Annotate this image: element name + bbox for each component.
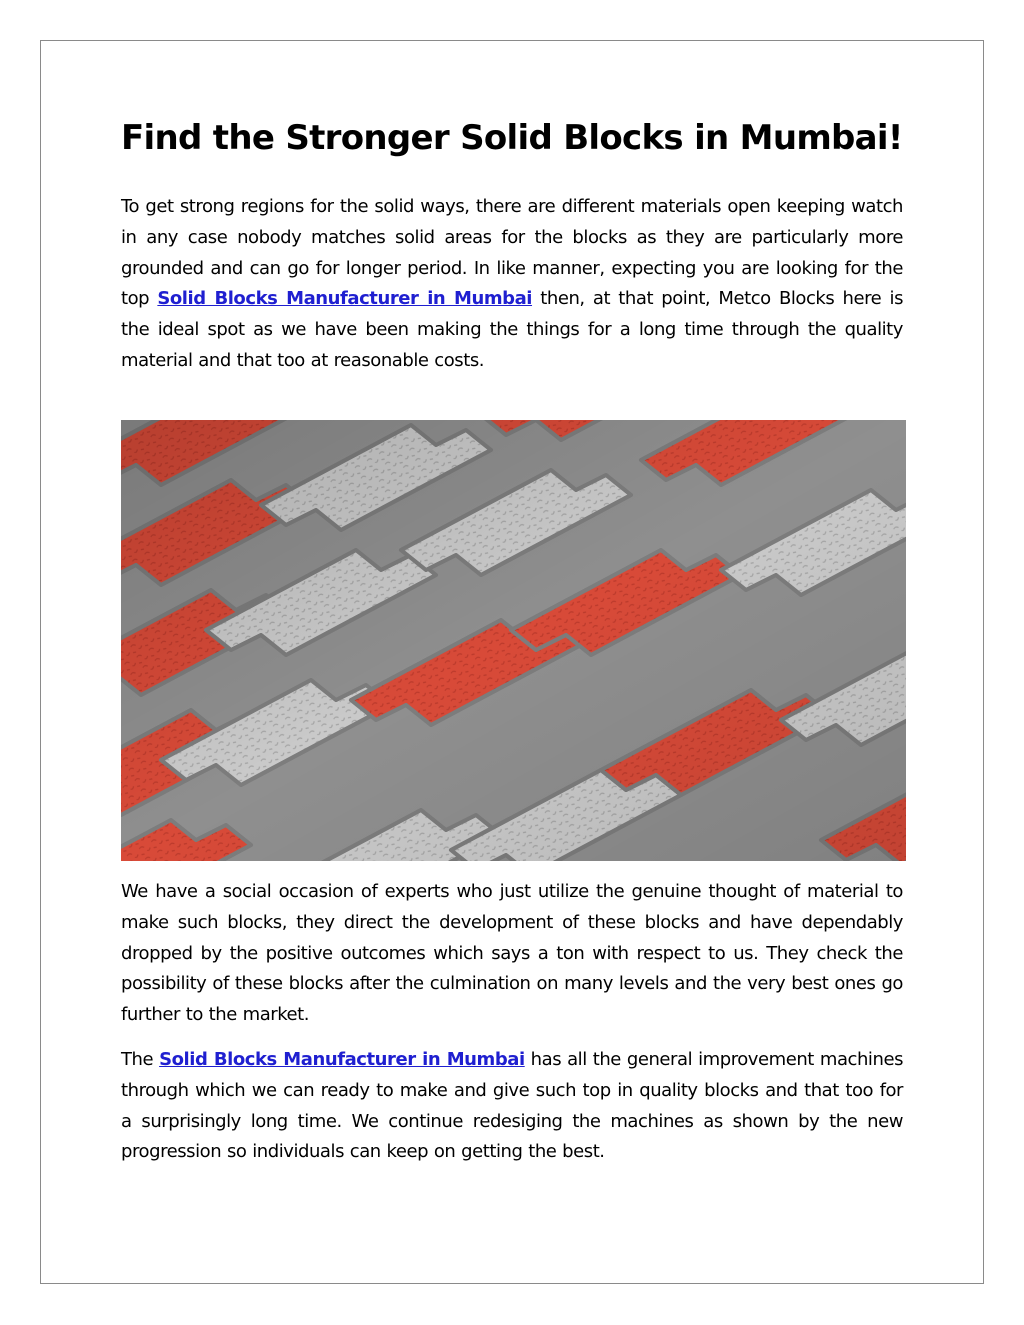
intro-text-before: To get strong regions for the solid ways, there are different materials open keeping watch in any case nobody matches solid areas for the blocks as they are particularly more grounded and can go for longer period. In like manner, expecting you are looking for the top bbox=[121, 196, 903, 310]
intro-text-after: then, at that point, Metco Blocks here is the ideal spot as we have been making the things for a long time through the quality material and that too at reasonable costs. bbox=[121, 288, 903, 371]
page-title: Find the Stronger Solid Blocks in Mumbai! bbox=[121, 118, 903, 158]
paver-blocks-image bbox=[121, 420, 906, 861]
experts-paragraph: We have a social occasion of experts who just utilize the genuine thought of material to make such blocks, they direct the development of these blocks and have dependably dropped by the positive outcomes which says a ton with respect to us. They check the possibility of these blocks after the culmination on many levels and the very best ones go further to the market. bbox=[121, 881, 903, 1026]
solid-blocks-link-2[interactable]: Solid Blocks Manufacturer in Mumbai bbox=[159, 1049, 525, 1070]
intro-paragraph bbox=[121, 192, 903, 377]
solid-blocks-link-1[interactable]: Solid Blocks Manufacturer in Mumbai bbox=[157, 288, 533, 310]
machines-paragraph bbox=[121, 1045, 903, 1168]
machines-text-before: The bbox=[121, 1049, 160, 1070]
machines-text-after: has all the general improvement machines through which we can ready to make and give such top in quality blocks and that too for a surprisingly long time. We continue redesiging the machines as shown by the new progression so individuals can keep on getting the best. bbox=[121, 1049, 903, 1163]
